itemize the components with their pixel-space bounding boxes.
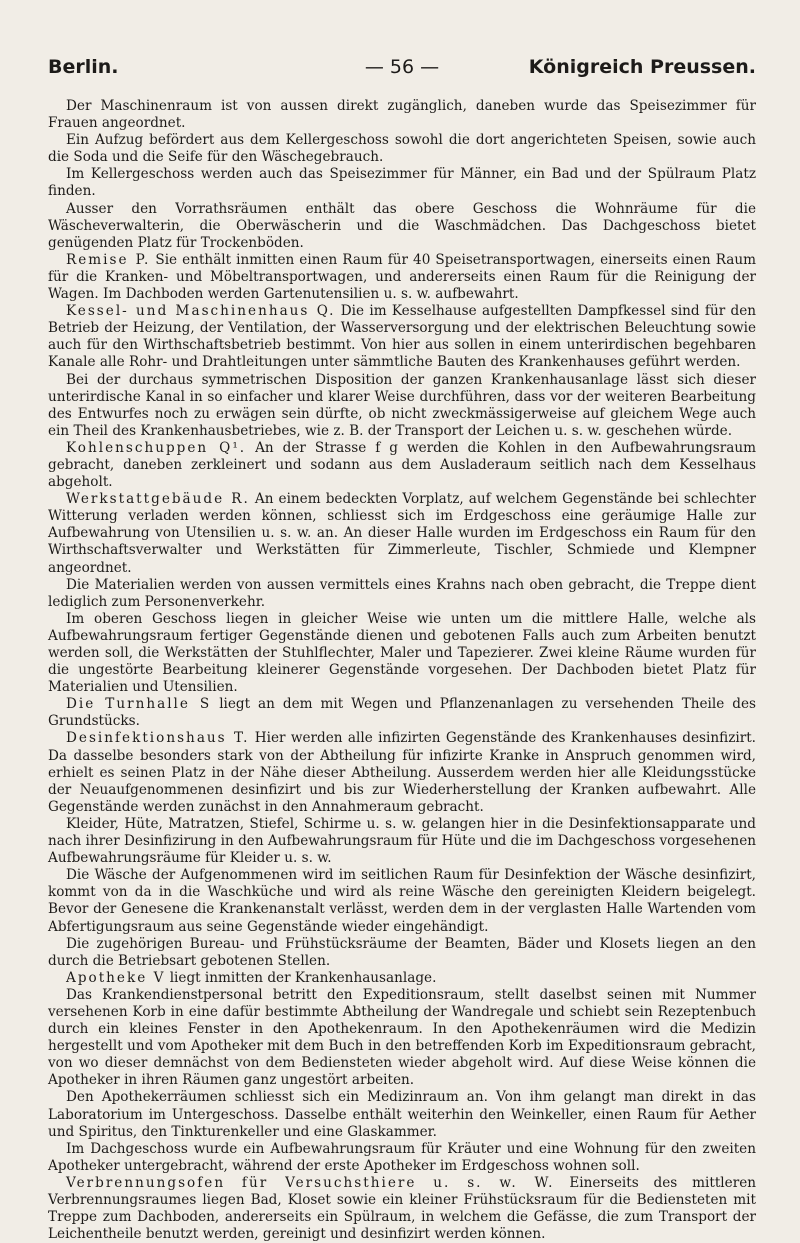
running-head (48, 56, 756, 84)
paragraph (48, 1141, 756, 1175)
paragraph (48, 166, 756, 200)
paragraph-lead: Apotheke V (66, 969, 166, 986)
paragraph-text: An einem bedeckten Vorplatz, auf welchem Gegenstände bei schlechter Witterung verladen werden können, schliesst sich im Erdgeschoss eine geräumige Halle zur Aufbewahrung von Utensilien u. s. w. an. An dieser Halle wurden im Erdgeschoss ein Raum für den Wirthschaftsverwalter und Werkstätten für Zimmerleute, Tischler, Schmiede und Klempner angeordnet. (48, 491, 756, 576)
paragraph (48, 611, 756, 696)
paragraph-text: Die Wäsche der Aufgenommenen wird im seitlichen Raum für Desinfektion der Wäsche desinfizirt, kommt von da in die Waschküche und wird als reine Wäsche den gereinigten Kleidern beigelegt. Bevor der Genesene die Krankenanstalt verlässt, werden dem in der verglasten Halle Wartenden vom Abfertigungsraum aus seine Gegenstände wieder eingehändigt. (48, 867, 756, 935)
paragraph-text: Hier werden alle infizirten Gegenstände des Krankenhauses desinfizirt. Da dasselbe besonders stark von der Abtheilung für infizirte Kranke in Anspruch genommen wird, erhielt es seinen Platz in der Nähe dieser Abtheilung. Ausserdem werden hier alle Kleidungsstücke der Neuaufgenommenen desinfizirt und bis zur Wiederherstellung der Kranken aufbewahrt. Alle Gegenstände werden zunächst in den Annahmeraum gebracht. (48, 730, 756, 815)
body-text (48, 98, 756, 1243)
header-place: Berlin. (48, 56, 119, 78)
paragraph (48, 372, 756, 440)
paragraph-text: Ausser den Vorrathsräumen enthält das obere Geschoss die Wohnräume für die Wäscheverwalterin, die Oberwäscherin und die Waschmädchen. Das Dachgeschoss bietet genügenden Platz für Trockenböden. (48, 200, 756, 251)
paragraph (48, 491, 756, 576)
paragraph (48, 1175, 756, 1243)
header-region: Königreich Preussen. (528, 56, 756, 78)
paragraph-text: Im Kellergeschoss werden auch das Speisezimmer für Männer, ein Bad und der Spülraum Platz finden. (48, 166, 756, 200)
paragraph-lead: Desinfektionshaus T. (66, 730, 250, 747)
paragraph-text: Im oberen Geschoss liegen in gleicher Weise wie unten um die mittlere Halle, welche als Aufbewahrungsraum fertiger Gegenstände dienen und gebotenen Falls auch zum Arbeiten benutzt werden soll, die Werkstätten der Stuhlflechter, Maler und Tapezierer. Zwei kleine Räume wurden für die ungestörte Bearbeitung kleinerer Gegenstände vorgesehen. Der Dachboden bietet Platz für Materialien und Utensilien. (48, 610, 756, 696)
paragraph (48, 730, 756, 815)
paragraph-text: Ein Aufzug befördert aus dem Kellergeschoss sowohl die dort angerichteten Speisen, sowie auch die Soda und die Seife für den Wäschegebrauch. (48, 132, 756, 166)
paragraph-text: Den Apothekerräumen schliesst sich ein Medizinraum an. Von ihm gelangt man direkt in das Laboratorium im Untergeschoss. Dasselbe enthält weiterhin den Weinkeller, einen Raum für Aether und Spiritus, den Tinkturenkeller und eine Glaskammer. (48, 1089, 756, 1140)
paragraph-text: Sie enthält inmitten einen Raum für 40 Speisetransportwagen, einerseits einen Raum für die Kranken- und Möbeltransportwagen, und andererseits einen Raum für die Reinigung der Wagen. Im Dachboden werden Gartenutensilien u. s. w. aufbewahrt. (48, 251, 756, 303)
paragraph-lead: Kessel- und Maschinenhaus Q. (66, 303, 336, 320)
paragraph (48, 303, 756, 371)
paragraph-lead: Kohlenschuppen Q¹. (66, 439, 247, 456)
paragraph (48, 577, 756, 611)
paragraph-text: Kleider, Hüte, Matratzen, Stiefel, Schirme u. s. w. gelangen hier in die Desinfektionsapparate und nach ihrer Desinfizirung in den Aufbewahrungsraum für Hüte und die im Dachgeschoss vorgesehenen Aufbewahrungsräume für Kleider u. s. w. (48, 815, 756, 867)
paragraph (48, 936, 756, 970)
paragraph-lead: Die Turnhalle S (66, 696, 212, 713)
paragraph-text: Bei der durchaus symmetrischen Disposition der ganzen Krankenhausanlage lässt sich dieser unterirdische Kanal in so einfacher und klarer Weise durchführen, dass vor der weiteren Bearbeitung des Entwurfes noch zu erwägen sein dürfte, ob nicht zweckmässigerweise auf gleichem Wege auch ein Theil des Krankenhausbetriebes, wie z. B. der Transport der Leichen u. s. w. geschehen würde. (48, 371, 756, 439)
paragraph-lead: Werkstattgebäude R. (66, 491, 250, 508)
document-page (48, 56, 756, 1243)
paragraph-text: Im Dachgeschoss wurde ein Aufbewahrungsraum für Kräuter und eine Wohnung für den zweiten Apotheker untergebracht, während der erste Apotheker im Erdgeschoss wohnen soll. (48, 1140, 756, 1174)
paragraph-text: Das Krankendienstpersonal betritt den Expeditionsraum, stellt daselbst seinen mit Nummer versehenen Korb in eine dafür bestimmte Abtheilung der Wandregale und schiebt sein Rezeptenbuch durch ein kleines Fenster in den Apothekenraum. In den Apothekenräumen wird die Medizin hergestellt und vom Apotheker mit dem Buch in den betreffenden Korb im Expeditionsraum gebracht, von wo dieser demnächst von dem Bediensteten wieder abgeholt wird. Auf diese Weise können die Apotheker in ihren Räumen ganz ungestört arbeiten. (48, 986, 756, 1089)
paragraph-text: Die Materialien werden von aussen vermittels eines Krahns nach oben gebracht, die Treppe dient lediglich zum Personenverkehr. (48, 576, 756, 610)
paragraph (48, 987, 756, 1090)
paragraph (48, 201, 756, 252)
paragraph (48, 816, 756, 867)
paragraph (48, 970, 756, 987)
paragraph-text: liegt inmitten der Krankenhausanlage. (165, 969, 437, 986)
paragraph-lead: Remise P. (66, 251, 151, 268)
paragraph (48, 132, 756, 166)
paragraph (48, 1089, 756, 1140)
paragraph (48, 252, 756, 303)
paragraph-text: Der Maschinenraum ist von aussen direkt zugänglich, daneben wurde das Speisezimmer für Frauen angeordnet. (48, 98, 756, 132)
paragraph-lead: Verbrennungsofen für Versuchsthiere u. s. w. W. (66, 1174, 555, 1191)
paragraph-text: An der Strasse f g werden die Kohlen in den Aufbewahrungsraum gebracht, daneben zerkleinert und sodann aus dem Ausladeraum seitlich nach dem Kesselhaus abgeholt. (48, 439, 756, 491)
paragraph (48, 696, 756, 730)
paragraph (48, 867, 756, 935)
paragraph-text: Die zugehörigen Bureau- und Frühstücksräume der Beamten, Bäder und Klosets liegen an den durch die Betriebsart gebotenen Stellen. (48, 935, 756, 969)
paragraph-text: Die im Kesselhause aufgestellten Dampfkessel sind für den Betrieb der Heizung, der Ventilation, der Wasserversorgung und der elektrischen Beleuchtung sowie auch für den Wirthschaftsbetrieb bestimmt. Von hier aus sollen in einem unterirdischen begehbaren Kanale alle Rohr- und Drahtleitungen unter sämmtliche Bauten des Krankenhauses geführt werden. (48, 303, 756, 371)
paragraph (48, 440, 756, 491)
paragraph (48, 98, 756, 132)
paragraph-text: liegt an dem mit Wegen und Pflanzenanlagen zu versehenden Theile des Grundstücks. (48, 696, 756, 730)
paragraph-text: Einerseits des mittleren Verbrennungsraumes liegen Bad, Kloset sowie ein kleiner Frühstücksraum für die Bediensteten mit Treppe zum Dachboden, andererseits ein Spülraum, in welchem die Gefässe, die zum Transport der Leichentheile benutzt werden, gereinigt und desinfizirt werden können. (48, 1174, 756, 1243)
page-number: — 56 — (364, 56, 440, 78)
